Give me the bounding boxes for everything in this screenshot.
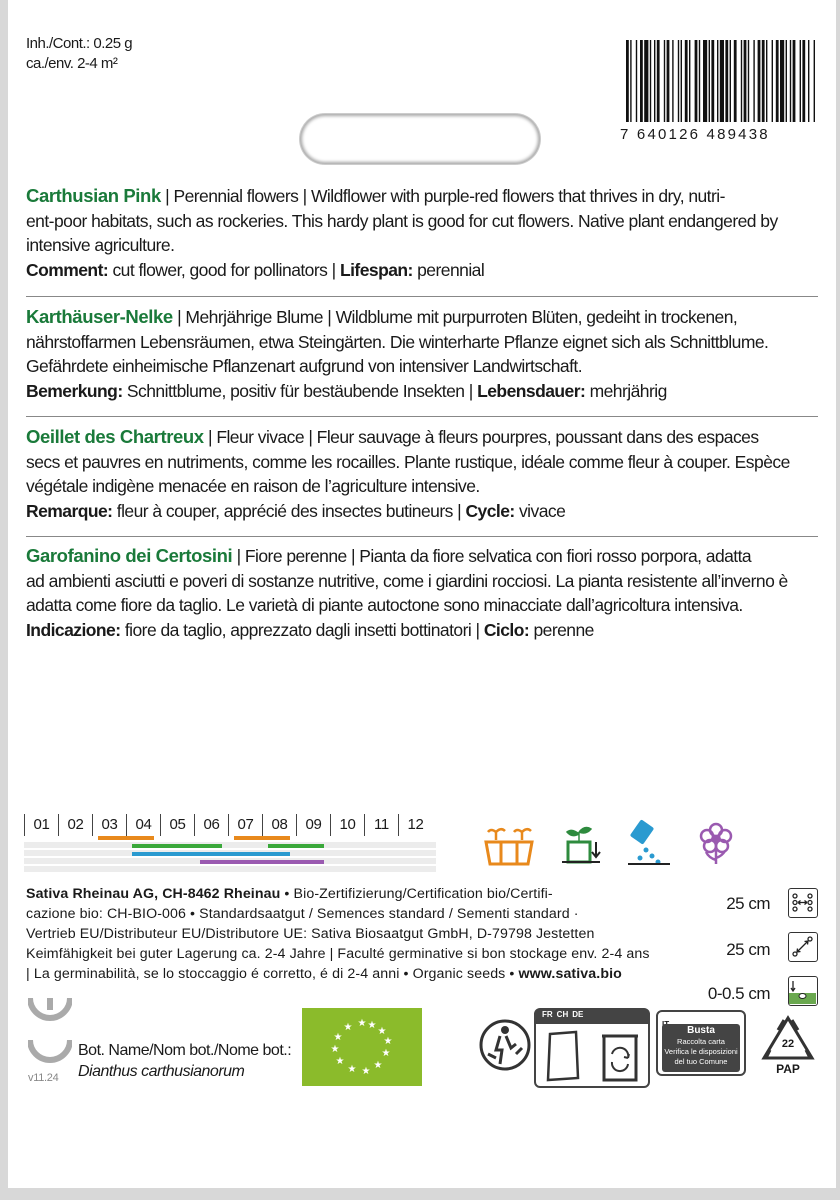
eu-organic-logo xyxy=(302,1008,422,1086)
contents-area: ca./env. 2-4 m² xyxy=(26,55,118,72)
svg-text:★: ★ xyxy=(347,1064,357,1075)
germination-text: | La germinabilità, se lo stoccaggio é corretto, é di 2-4 anni • Organic seeds • xyxy=(26,966,519,982)
description-text: nährstoffarmen Lebensräumen, etwa Steingärten. Die winterharte Pflanze eignet sich als Schnittblume. xyxy=(26,331,769,352)
it-line: del tuo Comune xyxy=(674,1057,728,1066)
comment-value: fiore da taglio, apprezzato dagli insetti bottinatori | xyxy=(120,619,484,640)
barcode-digits: 7 640126 489438 xyxy=(620,126,770,143)
description-fr xyxy=(26,425,818,523)
variety-name-fr: Oeillet des Chartreux xyxy=(26,426,204,447)
description-de xyxy=(26,305,818,403)
month-label: 08 xyxy=(262,814,296,836)
variety-name-de: Karthäuser-Nelke xyxy=(26,306,173,327)
svg-text:★: ★ xyxy=(373,1060,383,1071)
description-text: ad ambienti asciutti e poveri di sostanze nutritive, come i giardini rocciosi. La pianta resistente all’inverno è xyxy=(26,570,788,591)
it-recycling-box xyxy=(656,1010,746,1076)
lifespan-label: Lebensdauer: xyxy=(477,380,586,401)
seed-packet-back xyxy=(8,0,836,1188)
svg-text:★: ★ xyxy=(367,1020,377,1031)
contents-weight: Inh./Cont.: 0.25 g xyxy=(26,35,133,52)
svg-text:★: ★ xyxy=(377,1026,387,1037)
open-here-icon xyxy=(28,996,72,1073)
sow-in-trays-icon xyxy=(484,824,534,871)
month-label: 11 xyxy=(364,814,398,836)
lifespan-label: Ciclo: xyxy=(483,619,530,640)
botanical-value: Dianthus carthusianorum xyxy=(78,1063,245,1080)
germination-text: Keimfähigkeit bei guter Lagerung ca. 2-4 Jahre | Faculté germinative si bon stockage env. 2-4 ans xyxy=(26,946,650,962)
lifespan-value: vivace xyxy=(514,500,566,521)
triman-icon xyxy=(478,1018,532,1077)
svg-text:★: ★ xyxy=(381,1048,391,1059)
svg-text:★: ★ xyxy=(333,1032,343,1043)
it-title: Busta xyxy=(687,1025,715,1036)
calendar-bar xyxy=(234,836,290,840)
barcode-bars xyxy=(620,40,820,126)
description-text: végétale indigène menacée en raison de l’agriculture intensive. xyxy=(26,476,480,496)
lifespan-value: mehrjährig xyxy=(585,380,667,401)
svg-text:★: ★ xyxy=(343,1022,353,1033)
divider xyxy=(26,416,818,417)
variety-name-en: Carthusian Pink xyxy=(26,185,161,206)
pap-number: 22 xyxy=(781,1038,795,1050)
website-link[interactable]: www.sativa.bio xyxy=(518,966,622,982)
month-label: 06 xyxy=(194,814,228,836)
description-text: | Mehrjährige Blume | Wildblume mit purpurroten Blüten, gedeiht in trockenen, xyxy=(172,307,738,327)
recycle-bin-icon xyxy=(598,1028,642,1084)
month-label: 04 xyxy=(126,814,160,836)
lifespan-label: Cycle: xyxy=(465,500,515,521)
distribution-text: Vertrieb EU/Distributeur EU/Distributore UE: Sativa Biosaatgut GmbH, D-79798 Jestetten xyxy=(26,926,595,942)
botanical-label: Bot. Name/Nom bot./Nome bot.: xyxy=(78,1042,292,1059)
certification-text: cazione bio: CH-BIO-006 • Standardsaatgut / Semences standard / Sementi standard · xyxy=(26,906,579,922)
calendar-stripe xyxy=(24,866,436,872)
svg-text:★: ★ xyxy=(383,1036,393,1047)
calendar-bar xyxy=(132,852,290,856)
company-info xyxy=(26,884,660,984)
description-text: intensive agriculture. xyxy=(26,235,175,255)
lifespan-value: perenne xyxy=(529,619,594,640)
comment-value: fleur à couper, apprécié des insectes butineurs | xyxy=(112,500,466,521)
fr-ch-de-recycling-box xyxy=(534,1008,650,1088)
description-it xyxy=(26,544,818,642)
svg-text:★: ★ xyxy=(357,1018,367,1029)
description-text: | Fiore perenne | Pianta da fiore selvatica con fiori rosso porpora, adatta xyxy=(232,546,752,566)
comment-value: cut flower, good for pollinators | xyxy=(108,259,340,280)
divider xyxy=(26,296,818,297)
it-line: Raccolta carta xyxy=(677,1037,725,1046)
description-text: | Fleur vivace | Fleur sauvage à fleurs pourpres, poussant dans des espaces xyxy=(203,427,759,447)
description-en xyxy=(26,184,818,282)
country-ch: CH xyxy=(556,1010,569,1019)
paper-bag-icon xyxy=(546,1030,580,1082)
comment-label: Remarque: xyxy=(26,500,113,521)
month-label: 02 xyxy=(58,814,92,836)
description-text: adatta come fiore da taglio. Le varietà di piante autoctone sono minacciate dall’agricoltura intensiva. xyxy=(26,595,743,615)
row-spacing-value: 25 cm xyxy=(726,894,770,913)
svg-text:★: ★ xyxy=(361,1066,371,1077)
country-de: DE xyxy=(572,1010,584,1019)
calendar-bar xyxy=(200,860,324,864)
flowering-icon xyxy=(694,820,738,871)
country-fr: FR xyxy=(542,1010,553,1019)
month-label: 05 xyxy=(160,814,194,836)
svg-text:★: ★ xyxy=(335,1056,345,1067)
description-text: secs et pauvres en nutriments, comme les rocailles. Plante rustique, idéale comme fleur à couper. Espèce xyxy=(26,451,790,472)
plant-spacing-value: 25 cm xyxy=(726,940,770,959)
description-text: Gefährdete einheimische Pflanzenart aufgrund von intensiver Landwirtschaft. xyxy=(26,356,583,376)
comment-label: Comment: xyxy=(26,259,109,280)
sowing-depth-value: 0-0.5 cm xyxy=(707,984,770,1003)
svg-text:★: ★ xyxy=(330,1044,340,1055)
contents-info xyxy=(26,34,132,74)
sowing-depth-icon xyxy=(788,976,818,1006)
month-label: 01 xyxy=(24,814,58,836)
version-label: v11.24 xyxy=(28,1072,59,1084)
transplant-icon xyxy=(558,820,604,871)
calendar-bar xyxy=(268,844,324,848)
divider xyxy=(26,536,818,537)
month-label: 10 xyxy=(330,814,364,836)
plant-spacing-icon xyxy=(788,932,818,962)
calendar-bar xyxy=(132,844,222,848)
direct-sowing-icon xyxy=(626,818,672,871)
hanger-slot xyxy=(300,114,540,164)
sowing-calendar xyxy=(24,814,436,874)
calendar-bar xyxy=(98,836,154,840)
month-label: 12 xyxy=(398,814,432,836)
month-label: 09 xyxy=(296,814,330,836)
it-label-panel xyxy=(662,1024,740,1072)
description-text: | Perennial flowers | Wildflower with purple-red flowers that thrives in dry, nutri- xyxy=(160,186,725,206)
comment-label: Bemerkung: xyxy=(26,380,123,401)
row-spacing-icon xyxy=(788,888,818,918)
pap-recycling-icon xyxy=(758,1014,818,1078)
it-line: Verifica le disposizioni xyxy=(664,1047,738,1056)
month-label: 07 xyxy=(228,814,262,836)
certification-text: • Bio-Zertifizierung/Certification bio/Certifi- xyxy=(280,886,553,902)
description-text: ent-poor habitats, such as rockeries. This hardy plant is good for cut flowers. Native plant endangered by xyxy=(26,210,778,231)
lifespan-value: perennial xyxy=(412,259,485,280)
comment-value: Schnittblume, positiv für bestäubende Insekten | xyxy=(122,380,478,401)
calendar-stripe xyxy=(24,842,436,848)
variety-name-it: Garofanino dei Certosini xyxy=(26,545,233,566)
pap-label: PAP xyxy=(776,1062,800,1076)
comment-label: Indicazione: xyxy=(26,619,121,640)
botanical-name xyxy=(78,1040,291,1082)
lifespan-label: Lifespan: xyxy=(339,259,413,280)
month-label: 03 xyxy=(92,814,126,836)
barcode xyxy=(620,40,820,156)
country-tabs xyxy=(536,1010,648,1024)
company-name: Sativa Rheinau AG, CH-8462 Rheinau xyxy=(26,886,281,902)
